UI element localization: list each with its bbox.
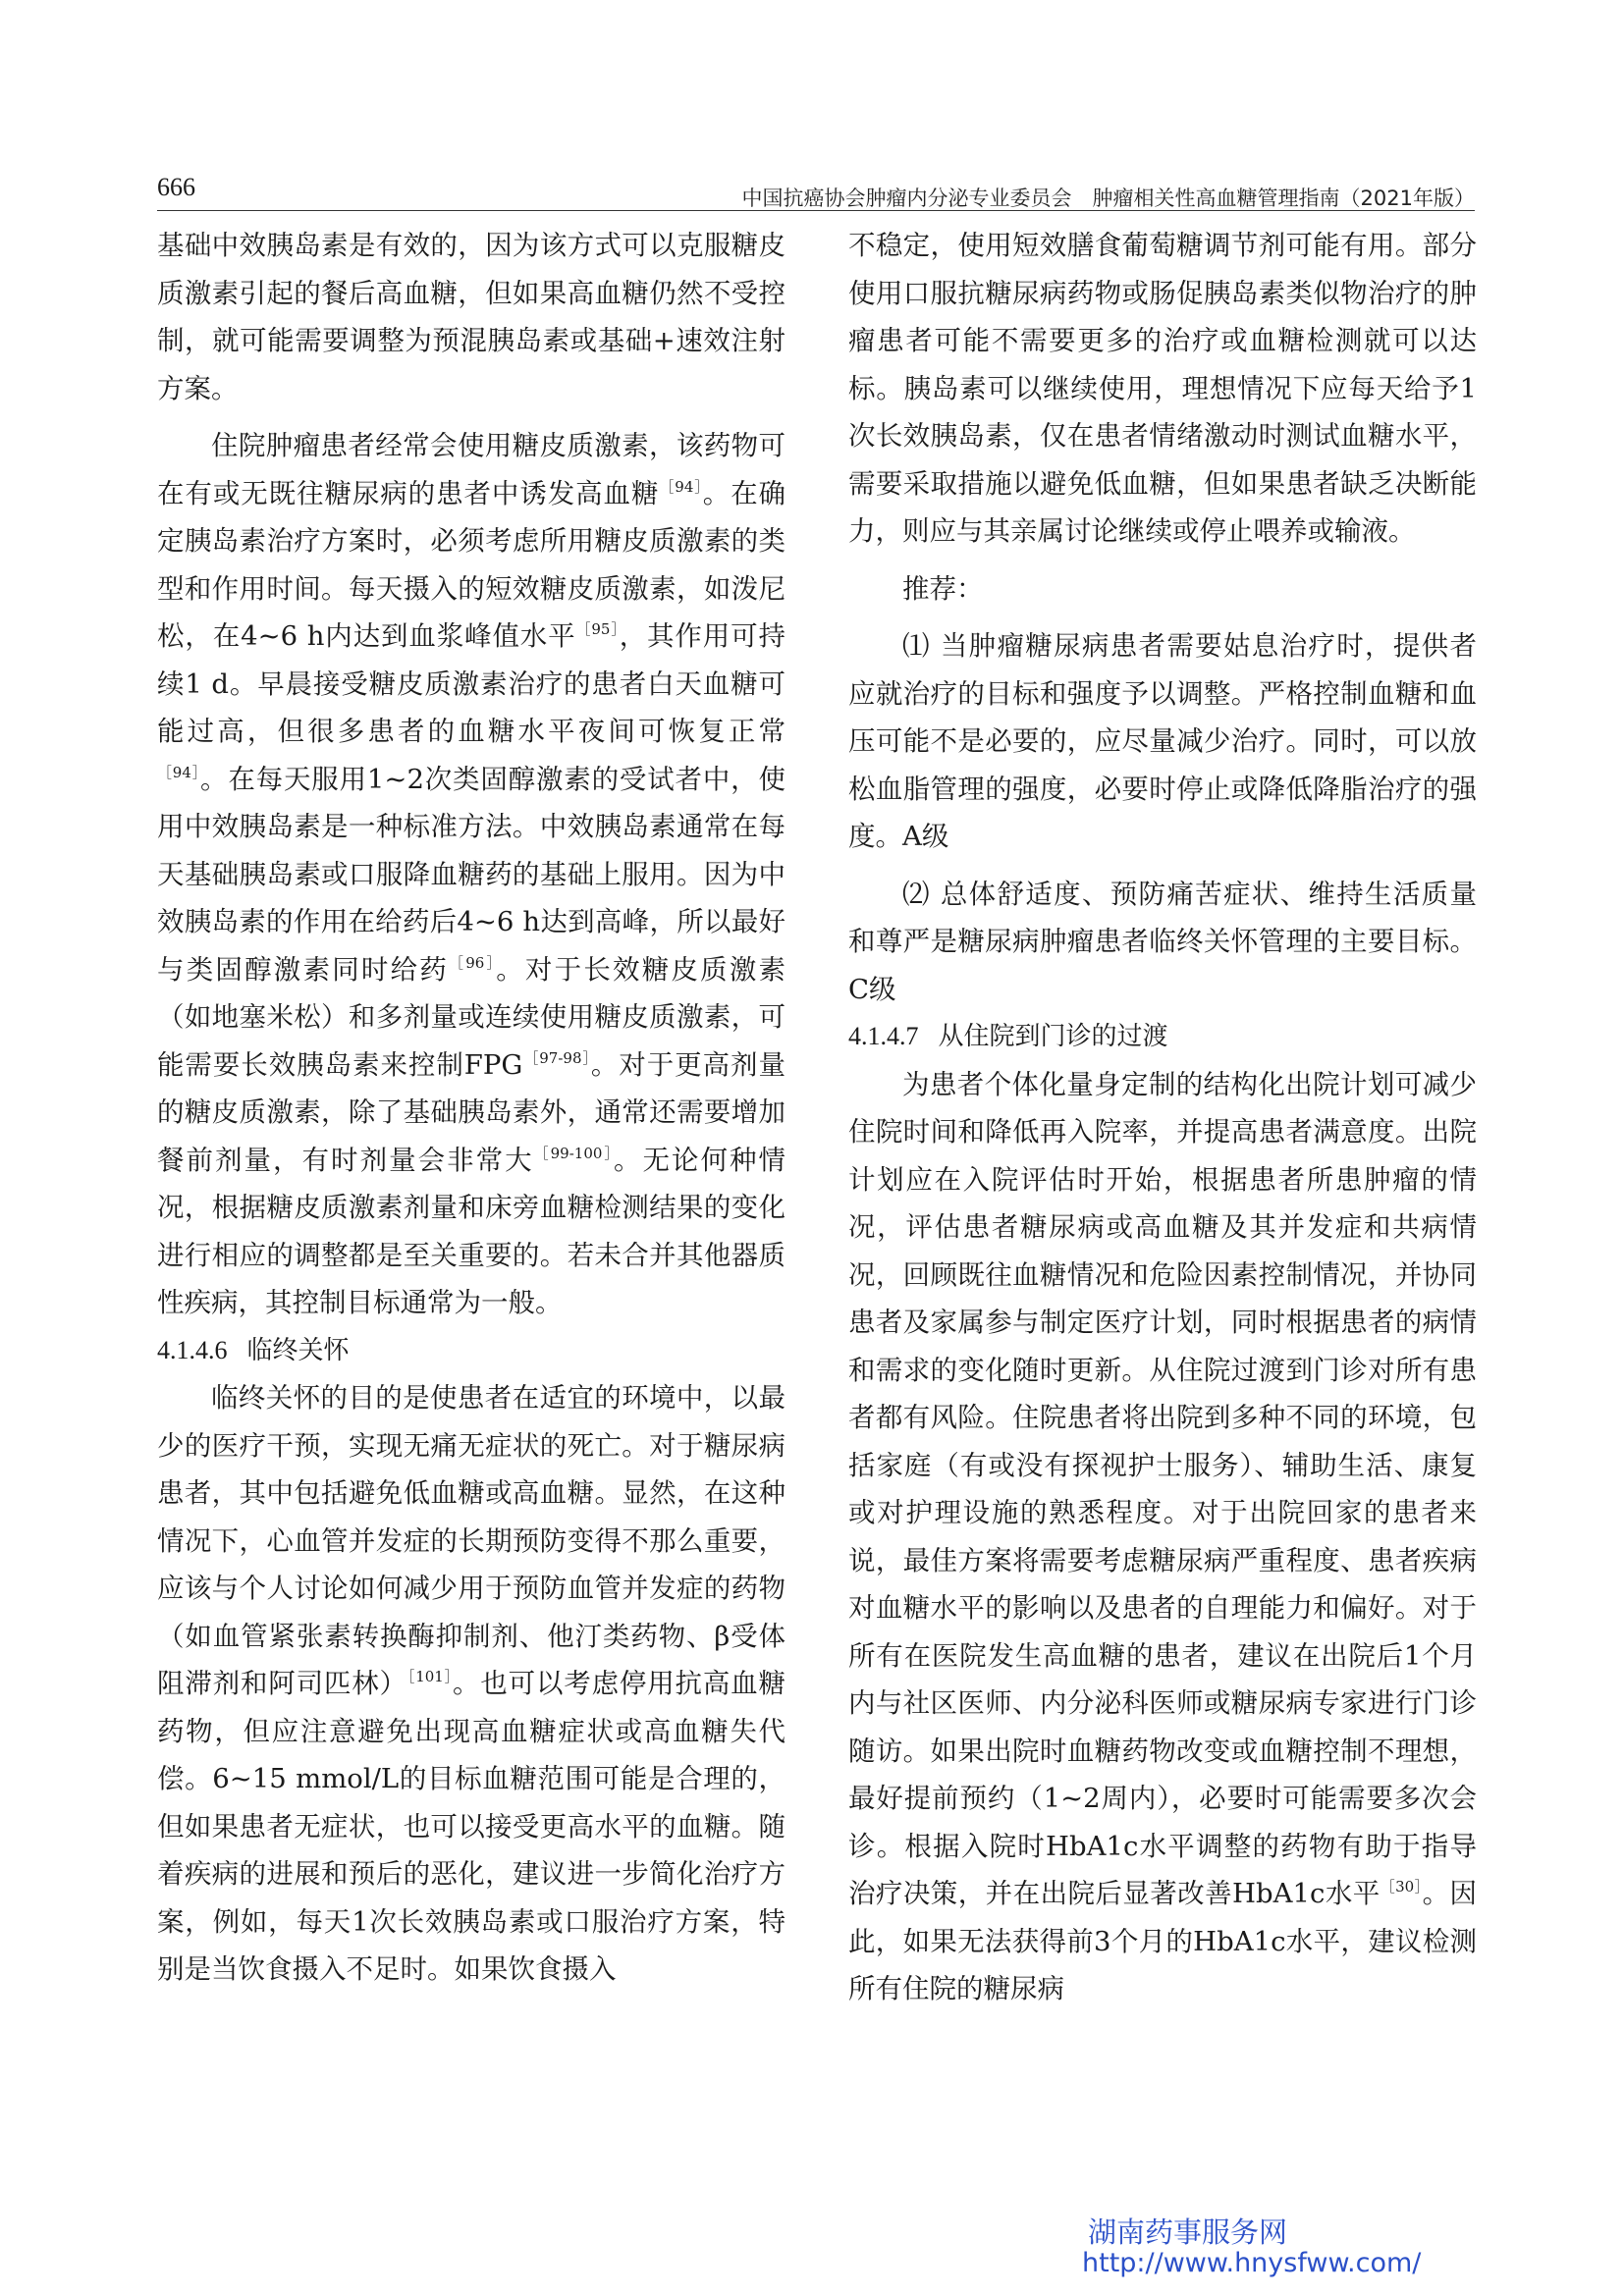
citation: ［95］ — [575, 620, 620, 638]
paragraph-text: 。对于更高剂量的糖皮质激素，除了基础胰岛素外，通常还需要增加餐前剂量，有时剂量会非常大 — [157, 1048, 785, 1176]
paragraph-text: 临终关怀的目的是使患者在适宜的环境中，以最少的医疗干预，实现无痛无症状的死亡。对于糖尿病患者，其中包括避免低血糖或高血糖。显然，在这种情况下，心血管并发症的长期预防变得不那么重要，应该与个人讨论如何减少用于预防血管并发症的药物（如血管紧张素转换酶抑制剂、他汀类药物、β受体阻滞剂和阿司匹林） — [157, 1382, 785, 1699]
citation: ［94］ — [659, 477, 703, 496]
section-title: 临终关怀 — [246, 1335, 350, 1365]
watermark-site-name: 湖南药事服务网 — [1088, 2216, 1288, 2249]
citation: ［96］ — [449, 953, 497, 972]
citation: ［30］ — [1380, 1878, 1423, 1896]
paragraph-text: 。也可以考虑停用抗高血糖药物，但应注意避免出现高血糖症状或高血糖失代偿。6~15 mmol/L的目标血糖范围可能是合理的，但如果患者无症状，也可以接受更高水平的血糖。随着疾病的进展和预后的恶化，建议进一步简化治疗方案，例如，每天1次长效胰岛素或口服治疗方案，特别是当饮食摄入不足时。如果饮食摄入 — [157, 1668, 786, 1985]
header-divider — [157, 210, 1475, 211]
citation: ［101］ — [406, 1668, 453, 1685]
section-number: 4.1.4.6 — [157, 1335, 228, 1364]
running-title: 中国抗癌协会肿瘤内分泌专业委员会 肿瘤相关性高血糖管理指南（2021年版） — [741, 187, 1475, 210]
section-title: 从住院到门诊的过渡 — [938, 1022, 1168, 1051]
recommend-label: 推荐： — [902, 572, 984, 605]
paragraph-text: 住院肿瘤患者经常会使用糖皮质激素，该药物可在有或无既往糖尿病的患者中诱发高血糖 — [157, 430, 785, 509]
paragraph-text: 。因此，如果无法获得前3个月的HbA1c水平，建议检测所有住院的糖尿病 — [848, 1878, 1478, 2004]
right-column — [848, 222, 1477, 2013]
paragraph — [157, 1374, 785, 1994]
paragraph-text: 。无论何种情况，根据糖皮质激素剂量和床旁血糖检测结果的变化进行相应的调整都是至关重要的。若未合并其他器质性疾病，其控制目标通常为一般。 — [157, 1144, 786, 1318]
paragraph — [157, 422, 785, 1327]
left-column — [157, 222, 785, 1994]
page-number: 666 — [157, 173, 195, 201]
recommendation-item: ⑵ 总体舒适度、预防痛苦症状、维持生活质量和尊严是糖尿病肿瘤患者临终关怀管理的主要目标。C级 — [848, 878, 1477, 1005]
paragraph-text: 为患者个体化量身定制的结构化出院计划可减少住院时间和降低再入院率，并提高患者满意度。出院计划应在入院评估时开始，根据患者所患肿瘤的情况，评估患者糖尿病或高血糖及其并发症和共病情况，回顾既往血糖情况和危险因素控制情况，并协同患者及家属参与制定医疗计划，同时根据患者的病情和需求的变化随时更新。从住院过渡到门诊对所有患者都有风险。住院患者将出院到多种不同的环境，包括家庭（有或没有探视护士服务）、辅助生活、康复或对护理设施的熟悉程度。对于出院回家的患者来说，最佳方案将需要考虑糖尿病严重程度、患者疾病对血糖水平的影响以及患者的自理能力和偏好。对于所有在医院发生高血糖的患者，建议在出院后1个月内与社区医师、内分泌科医师或糖尿病专家进行门诊随访。如果出院时血糖药物改变或血糖控制不理想，最好提前预约（1~2周内），必要时可能需要多次会诊。根据入院时HbA1c水平调整的药物有助于指导治疗决策，并在出院后显著改善HbA1c水平 — [848, 1068, 1477, 1909]
paragraph — [848, 1061, 1477, 2013]
paragraph: 不稳定，使用短效膳食葡萄糖调节剂可能有用。部分使用口服抗糖尿病药物或肠促胰岛素类似物治疗的肿瘤患者可能不需要更多的治疗或血糖检测就可以达标。胰岛素可以继续使用，理想情况下应每天给予1次长效胰岛素，仅在患者情绪激动时测试血糖水平，需要采取措施以避免低血糖，但如果患者缺乏决断能力，则应与其亲属讨论继续或停止喂养或输液。 — [848, 230, 1477, 547]
paragraph: 基础中效胰岛素是有效的，因为该方式可以克服糖皮质激素引起的餐后高血糖，但如果高血糖仍然不受控制，就可能需要调整为预混胰岛素或基础+速效注射方案。 — [157, 230, 785, 404]
watermark-url[interactable]: http://www.hnysfww.com/ — [1082, 2248, 1422, 2278]
citation: ［99-100］ — [533, 1144, 614, 1162]
section-heading — [157, 1327, 785, 1375]
paragraph-text: 。对于长效糖皮质激素（如地塞米松）和多剂量或连续使用糖皮质激素，可能需要长效胰岛素来控制FPG — [157, 953, 786, 1081]
paragraph-text: ，其作用可持续1 d。早晨接受糖皮质激素治疗的患者白天血糖可能过高，但很多患者的血糖水平夜间可恢复正常 — [157, 620, 785, 747]
recommendation-item: ⑴ 当肿瘤糖尿病患者需要姑息治疗时，提供者应就治疗的目标和强度予以调整。严格控制血糖和血压可能不是必要的，应尽量减少治疗。同时，可以放松血脂管理的强度，必要时停止或降低降脂治疗的强度。A级 — [848, 630, 1477, 852]
citation: ［97-98］ — [522, 1048, 591, 1067]
citation: ［94］ — [157, 763, 201, 781]
paragraph-text: 。在每天服用1~2次类固醇激素的受试者中，使用中效胰岛素是一种标准方法。中效胰岛素通常在每天基础胰岛素或口服降血糖药的基础上服用。因为中效胰岛素的作用在给药后4~6 h达到高峰，所以最好与类固醇激素同时给药 — [157, 763, 785, 986]
section-heading — [848, 1013, 1477, 1061]
paragraph-text: 。在确定胰岛素治疗方案时，必须考虑所用糖皮质激素的类型和作用时间。每天摄入的短效糖皮质激素，如泼尼松，在4~6 h内达到血浆峰值水平 — [157, 477, 786, 652]
section-number: 4.1.4.7 — [848, 1022, 919, 1050]
